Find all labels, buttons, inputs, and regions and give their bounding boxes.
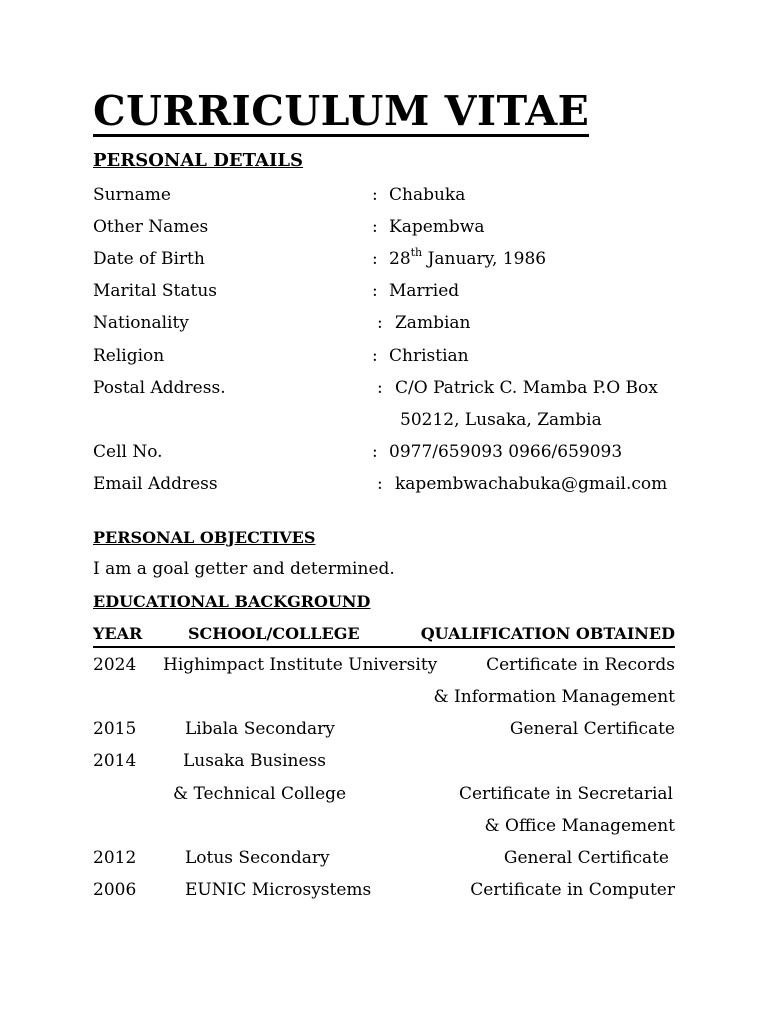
colon: : xyxy=(372,281,378,301)
nationality-label: Nationality xyxy=(93,313,189,333)
education-school-line2: & Technical College xyxy=(173,784,347,804)
education-school: Libala Secondary xyxy=(185,719,335,739)
dob-label: Date of Birth xyxy=(93,249,205,269)
cell-row xyxy=(93,442,683,466)
surname-label: Surname xyxy=(93,185,171,205)
education-school: Lotus Secondary xyxy=(185,848,330,868)
nationality-row xyxy=(93,313,683,337)
marital-status-value: Married xyxy=(389,281,460,301)
other-names-label: Other Names xyxy=(93,217,209,237)
education-year: 2015 xyxy=(93,719,137,739)
column-school: SCHOOL/COLLEGE xyxy=(188,624,360,643)
education-row xyxy=(93,719,675,743)
email-label: Email Address xyxy=(93,474,218,494)
nationality-value: Zambian xyxy=(395,313,471,333)
education-qualification: Certificate in Computer xyxy=(470,880,675,900)
personal-objectives-heading: PERSONAL OBJECTIVES xyxy=(93,528,316,547)
postal-address-label: Postal Address. xyxy=(93,378,226,398)
column-qualification: QUALIFICATION OBTAINED xyxy=(420,624,675,643)
education-school: Highimpact Institute University xyxy=(163,655,438,675)
education-year: 2014 xyxy=(93,751,137,771)
education-school: Lusaka Business xyxy=(183,751,326,771)
marital-status-label: Marital Status xyxy=(93,281,218,301)
colon: : xyxy=(372,185,378,205)
colon: : xyxy=(377,474,383,494)
postal-address-line1: C/O Patrick C. Mamba P.O Box xyxy=(395,378,658,398)
colon: : xyxy=(372,217,378,237)
postal-address-line2: 50212, Lusaka, Zambia xyxy=(400,410,602,430)
dob-day-suffix: th xyxy=(410,246,423,260)
education-row-continued xyxy=(93,784,675,808)
colon: : xyxy=(372,249,378,269)
education-row xyxy=(93,751,675,775)
dob-day: 28 xyxy=(389,249,411,269)
education-year: 2006 xyxy=(93,880,137,900)
colon: : xyxy=(377,313,383,333)
education-row xyxy=(93,848,675,872)
education-column-headers xyxy=(93,624,675,648)
education-row xyxy=(93,880,675,904)
postal-address-row xyxy=(93,378,683,402)
religion-value: Christian xyxy=(389,346,469,366)
education-school: EUNIC Microsystems xyxy=(185,880,372,900)
cell-label: Cell No. xyxy=(93,442,163,462)
education-row-continued xyxy=(93,687,675,711)
document-title: CURRICULUM VITAE xyxy=(93,87,590,135)
colon: : xyxy=(377,378,383,398)
education-qualification: Certificate in Secretarial xyxy=(458,784,673,804)
education-year: 2024 xyxy=(93,655,137,675)
surname-value: Chabuka xyxy=(389,185,466,205)
email-value: kapembwachabuka@gmail.com xyxy=(395,474,668,494)
education-qualification-line2: & Office Management xyxy=(484,816,675,836)
marital-status-row xyxy=(93,281,683,305)
religion-label: Religion xyxy=(93,346,165,366)
education-qualification-line2: & Information Management xyxy=(433,687,675,707)
religion-row xyxy=(93,346,683,370)
education-year: 2012 xyxy=(93,848,137,868)
other-names-value: Kapembwa xyxy=(389,217,485,237)
education-qualification: General Certificate xyxy=(509,719,675,739)
dob-row xyxy=(93,246,683,273)
personal-details-heading: PERSONAL DETAILS xyxy=(93,150,304,171)
colon: : xyxy=(372,442,378,462)
cell-value: 0977/659093 0966/659093 xyxy=(389,442,623,462)
other-names-row xyxy=(93,217,683,241)
education-qualification: General Certificate xyxy=(503,848,669,868)
surname-row xyxy=(93,185,683,209)
dob-rest: January, 1986 xyxy=(427,249,547,269)
education-qualification: Certificate in Records xyxy=(486,655,675,675)
education-row xyxy=(93,655,675,679)
educational-background-heading: EDUCATIONAL BACKGROUND xyxy=(93,592,371,611)
objectives-text: I am a goal getter and determined. xyxy=(93,559,395,579)
colon: : xyxy=(372,346,378,366)
education-row-continued xyxy=(93,816,675,840)
column-year: YEAR xyxy=(93,624,143,643)
email-row xyxy=(93,474,683,498)
dob-value xyxy=(389,246,547,269)
